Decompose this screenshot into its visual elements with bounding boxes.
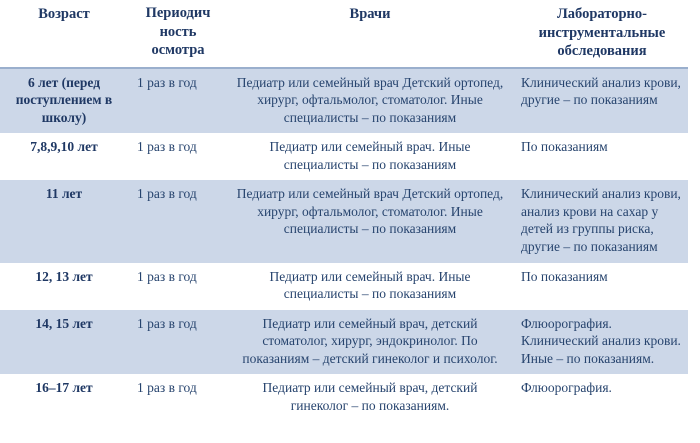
cell-age: 14, 15 лет <box>0 310 128 375</box>
column-header-frequency-line3: осмотра <box>151 42 205 59</box>
table-row <box>0 374 688 421</box>
column-header-age: Возраст <box>0 0 128 68</box>
cell-frequency: 1 раз в год <box>128 310 228 375</box>
cell-doctors: Педиатр или семейный врач. Иные специалисты – по показаниям <box>228 133 512 180</box>
table-body <box>0 68 688 422</box>
cell-frequency: 1 раз в год <box>128 68 228 134</box>
cell-doctors: Педиатр или семейный врач, детский гинеколог – по показаниям. <box>228 374 512 421</box>
column-header-doctors: Врачи <box>228 0 512 68</box>
table-header <box>0 0 688 68</box>
table-row <box>0 263 688 310</box>
cell-lab: Флюорография. Клинический анализ крови. Иные – по показаниям. <box>512 310 688 375</box>
table-row <box>0 68 688 134</box>
table-row <box>0 180 688 262</box>
cell-age: 6 лет (перед поступлением в школу) <box>0 68 128 134</box>
cell-lab: По показаниям <box>512 263 688 310</box>
column-header-lab-line1: Лабораторно- <box>557 6 647 22</box>
cell-doctors: Педиатр или семейный врач. Иные специалисты – по показаниям <box>228 263 512 310</box>
cell-doctors: Педиатр или семейный врач Детский ортопед, хирург, офтальмолог, стоматолог. Иные специалисты – по показаниям <box>228 180 512 262</box>
column-header-lab-line3: обследования <box>557 43 647 60</box>
cell-age: 7,8,9,10 лет <box>0 133 128 180</box>
cell-age: 12, 13 лет <box>0 263 128 310</box>
cell-age: 11 лет <box>0 180 128 262</box>
cell-doctors: Педиатр или семейный врач, детский стоматолог, хирург, эндокринолог. По показаниям – детский гинеколог и психолог. <box>228 310 512 375</box>
column-header-lab-line2: инструментальные <box>538 24 666 41</box>
column-header-frequency-line2: ность <box>159 23 197 40</box>
column-header-frequency-line1: Периодич <box>145 5 211 21</box>
table-header-row <box>0 0 688 68</box>
cell-lab: Флюорография. <box>512 374 688 421</box>
cell-frequency: 1 раз в год <box>128 133 228 180</box>
cell-lab: По показаниям <box>512 133 688 180</box>
cell-frequency: 1 раз в год <box>128 263 228 310</box>
table-row <box>0 310 688 375</box>
cell-age: 16–17 лет <box>0 374 128 421</box>
table-row <box>0 133 688 180</box>
column-header-frequency <box>128 0 228 68</box>
cell-doctors: Педиатр или семейный врач Детский ортопед, хирург, офтальмолог, стоматолог. Иные специалисты – по показаниям <box>228 68 512 134</box>
cell-frequency: 1 раз в год <box>128 374 228 421</box>
cell-frequency: 1 раз в год <box>128 180 228 262</box>
cell-lab: Клинический анализ крови, другие – по показаниям <box>512 68 688 134</box>
column-header-lab-examinations <box>512 0 688 68</box>
cell-lab: Клинический анализ крови, анализ крови на сахар у детей из группы риска, другие – по показаниям <box>512 180 688 262</box>
